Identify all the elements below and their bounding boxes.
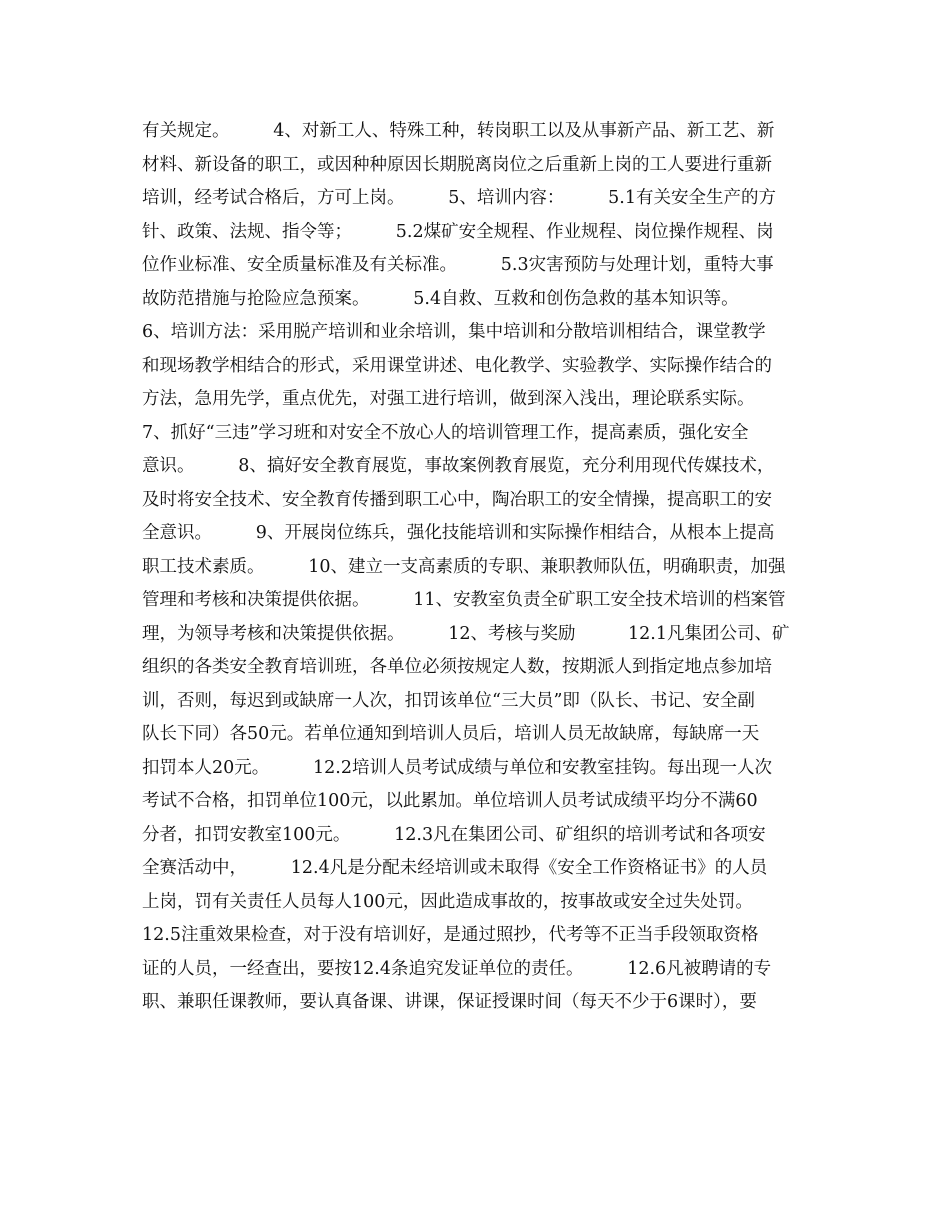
text-line: 证的人员，一经查出，要按12.4条追究发证单位的责任。 12.6凡被聘请的专 [142,958,772,979]
text-line: 故防范措施与抢险应急预案。 5.4自救、互救和创伤急救的基本知识等。 [142,288,739,309]
text-line: 材料、新设备的职工，或因种种原因长期脱离岗位之后重新上岗的工人要进行重新 [142,154,772,175]
text-line: 职工技术素质。 10、建立一支高素质的专职、兼职教师队伍，明确职责，加强 [142,556,786,577]
text-line: 6、培训方法：采用脱产培训和业余培训，集中培训和分散培训相结合，课堂教学 [142,322,766,342]
text-line: 培训，经考试合格后，方可上岗。 5、培训内容： 5.1有关安全生产的方 [142,188,776,208]
text-line: 和现场教学相结合的形式，采用课堂讲述、电化教学、实验教学、实际操作结合的 [142,355,772,376]
text-line: 职、兼职任课教师，要认真备课、讲课，保证授课时间（每天不少于6课时），要 [142,992,757,1012]
text-line: 7、抓好“三违”学习班和对安全不放心人的培训管理工作，提高素质，强化安全 [142,422,749,443]
text-line: 及时将安全技术、安全教育传播到职工心中，陶冶职工的安全情操，提高职工的安 [142,489,772,510]
text-line: 分者，扣罚安教室100元。 12.3凡在集团公司、矿组织的培训考试和各项安 [142,824,766,845]
text-line: 有关规定。 4、对新工人、特殊工种，转岗职工以及从事新产品、新工艺、新 [142,121,775,141]
text-line: 上岗，罚有关责任人员每人100元，因此造成事故的，按事故或安全过失处罚。 [142,891,753,912]
text-line: 针、政策、法规、指令等； 5.2煤矿安全规程、作业规程、岗位操作规程、岗 [142,221,774,242]
text-line: 全意识。 9、开展岗位练兵，强化技能培训和实际操作相结合，从根本上提高 [142,523,775,543]
text-line: 12.5注重效果检查，对于没有培训好，是通过照抄，代考等不正当手段领取资格 [142,925,759,945]
text-line: 管理和考核和决策提供依据。 11、安教室负责全矿职工安全技术培训的档案管 [142,590,786,610]
text-line: 组织的各类安全教育培训班，各单位必须按规定人数，按期派人到指定地点参加培 [142,657,772,677]
text-line: 扣罚本人20元。 12.2培训人员考试成绩与单位和安教室挂钩。每出现一人次 [142,757,772,778]
text-line: 意识。 8、搞好安全教育展览，事故案例教育展览，充分利用现代传媒技术， [142,456,775,476]
text-line: 理，为领导考核和决策提供依据。 12、考核与奖励 12.1凡集团公司、矿 [142,623,790,644]
text-line: 训，否则，每迟到或缺席一人次，扣罚该单位“三大员”即（队长、书记、安全副 [142,690,755,711]
text-line: 方法，急用先学，重点优先，对强工进行培训，做到深入浅出，理论联系实际。 [142,389,755,409]
text-line: 位作业标准、安全质量标准及有关标准。 5.3灾害预防与处理计划，重特大事 [142,255,774,275]
body-text [142,115,822,1020]
text-line: 全赛活动中， 12.4凡是分配未经培训或未取得《安全工作资格证书》的人员 [142,858,768,878]
text-line: 考试不合格，扣罚单位100元，以此累加。单位培训人员考试成绩平均分不满60 [142,791,758,811]
text-line: 队长下同）各50元。若单位通知到培训人员后，培训人员无故缺席，每缺席一天 [142,724,760,744]
